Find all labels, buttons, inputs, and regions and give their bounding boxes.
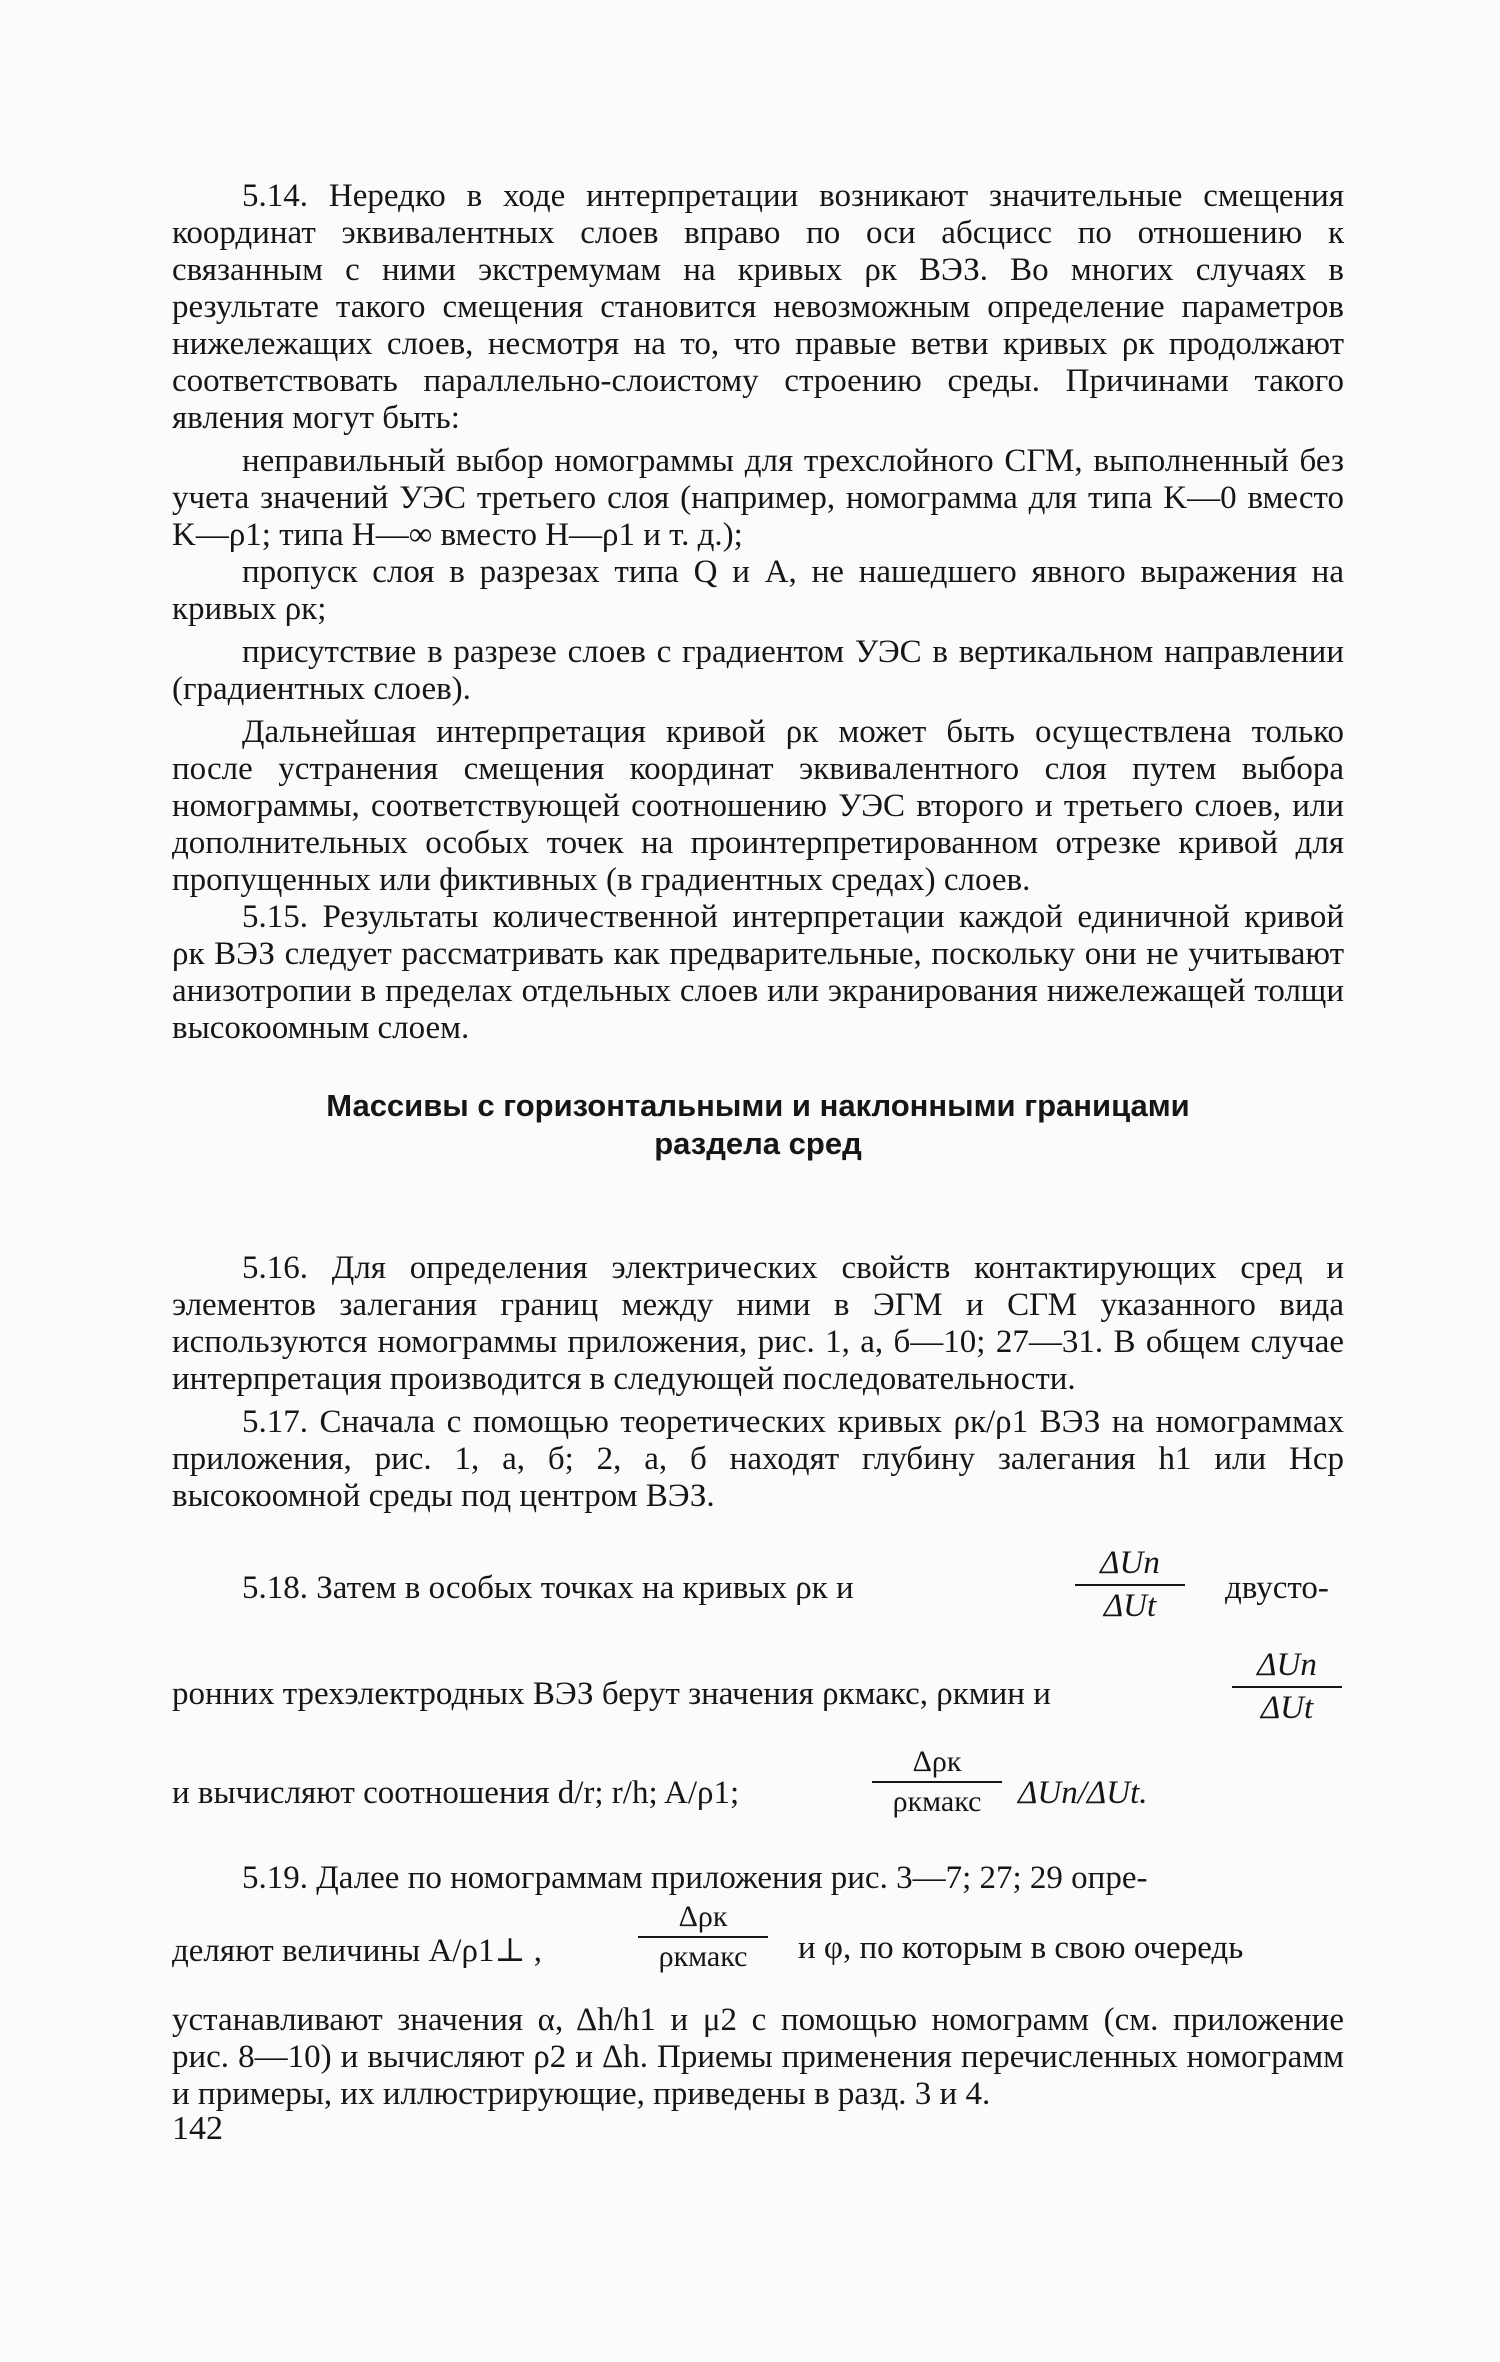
paragraph-5-19-rest: устанавливают значения α, Δh/h1 и μ2 с помощью номограмм (см. приложение рис. 8—10) и вычисляют ρ2 и Δh. Приемы применения перечисленных номограмм и примеры, их иллюстрирующие, приведены в разд. 3 и 4. bbox=[172, 2002, 1344, 2112]
paragraph-cause-1: неправильный выбор номограммы для трехслойного СГМ, выполненный без учета значений УЭС третьего слоя (например, номограмма для типа K—0 вместо K—ρ1; типа H—∞ вместо H—ρ1 и т. д.); bbox=[172, 443, 1344, 553]
page-number: 142 bbox=[172, 2110, 223, 2147]
p519-line1: 5.19. Далее по номограммам приложения рис. 3—7; 27; 29 опре- bbox=[242, 1860, 1148, 1896]
paragraph-cause-2: пропуск слоя в разрезах типа Q и A, не нашедшего явного выражения на кривых ρк; bbox=[172, 554, 1344, 627]
fraction-numerator: Δρк bbox=[872, 1745, 1002, 1783]
fraction-drho-rhomax-2 bbox=[638, 1900, 768, 1974]
heading-line-1: Массивы с горизонтальными и наклонными границами bbox=[326, 1088, 1190, 1123]
fraction-dUn-dUt-2 bbox=[1232, 1647, 1342, 1727]
p519-line2b: и φ, по которым в свою очередь bbox=[798, 1930, 1244, 1966]
fraction-denominator: ΔUt bbox=[1103, 1588, 1157, 1624]
text-block-top bbox=[172, 178, 1344, 1047]
fraction-denominator: ρкмакс bbox=[892, 1785, 982, 1818]
fraction-numerator: Δρк bbox=[638, 1900, 768, 1938]
fraction-denominator: ρкмакс bbox=[658, 1940, 748, 1973]
p518-line3b: ΔUn/ΔUt. bbox=[1018, 1775, 1148, 1811]
paragraph-5-14: 5.14. Нередко в ходе интерпретации возникают значительные смещения координат эквивалентных слоев вправо по оси абсцисс по отношению к связанным с ними экстремумам на кривых ρк ВЭЗ. Во многих случаях в результате такого смещения становится невозможным определение параметров нижележащих слоев, несмотря на то, что правые ветви кривых ρк продолжают соответствовать параллельно-слоистому строению среды. Причинами такого явления могут быть: bbox=[172, 178, 1344, 436]
paragraph-5-15: 5.15. Результаты количественной интерпретации каждой единичной кривой ρк ВЭЗ следует рассматривать как предварительные, поскольку они не учитывают анизотропии в пределах отдельных слоев или экранирования нижележащей толщи высокоомным слоем. bbox=[172, 899, 1344, 1046]
paragraph-5-16: 5.16. Для определения электрических свойств контактирующих сред и элементов залегания границ между ними в ЭГМ и СГМ указанного вида используются номограммы приложения, рис. 1, а, б—10; 27—31. В общем случае интерпретация производится в следующей последовательности. bbox=[172, 1250, 1344, 1397]
p518-line3a: и вычисляют соотношения d/r; r/h; A/ρ1; bbox=[172, 1775, 740, 1811]
fraction-numerator: ΔUn bbox=[1075, 1545, 1185, 1586]
p518-tail: двусто- bbox=[1225, 1570, 1329, 1606]
p518-line2: ронних трехэлектродных ВЭЗ берут значения ρкмакс, ρкмин и bbox=[172, 1676, 1051, 1712]
text-block-bottom bbox=[172, 2002, 1344, 2113]
p519-line2a: деляют величины A/ρ1⊥ , bbox=[172, 1933, 542, 1969]
paragraph-cause-3: присутствие в разрезе слоев с градиентом УЭС в вертикальном направлении (градиентных слоев). bbox=[172, 634, 1344, 707]
heading-line-2: раздела сред bbox=[654, 1126, 862, 1161]
fraction-dUn-dUt-1 bbox=[1075, 1545, 1185, 1625]
p518-lead: 5.18. Затем в особых точках на кривых ρк и bbox=[242, 1570, 854, 1606]
fraction-numerator: ΔUn bbox=[1232, 1647, 1342, 1688]
section-heading bbox=[172, 1087, 1344, 1163]
text-block-middle bbox=[172, 1250, 1344, 1515]
paragraph-further-interpretation: Дальнейшая интерпретация кривой ρк может быть осуществлена только после устранения смещения координат эквивалентного слоя путем выбора номограммы, соответствующей соотношению УЭС второго и третьего слоев, или дополнительных особых точек на проинтерпретированном отрезке кривой для пропущенных или фиктивных (в градиентных средах) слоев. bbox=[172, 714, 1344, 898]
fraction-drho-rhomax bbox=[872, 1745, 1002, 1819]
paragraph-5-17: 5.17. Сначала с помощью теоретических кривых ρк/ρ1 ВЭЗ на номограммах приложения, рис. 1, а, б; 2, а, б находят глубину залегания h1 или Hср высокоомной среды под центром ВЭЗ. bbox=[172, 1404, 1344, 1514]
fraction-denominator: ΔUt bbox=[1260, 1690, 1314, 1726]
